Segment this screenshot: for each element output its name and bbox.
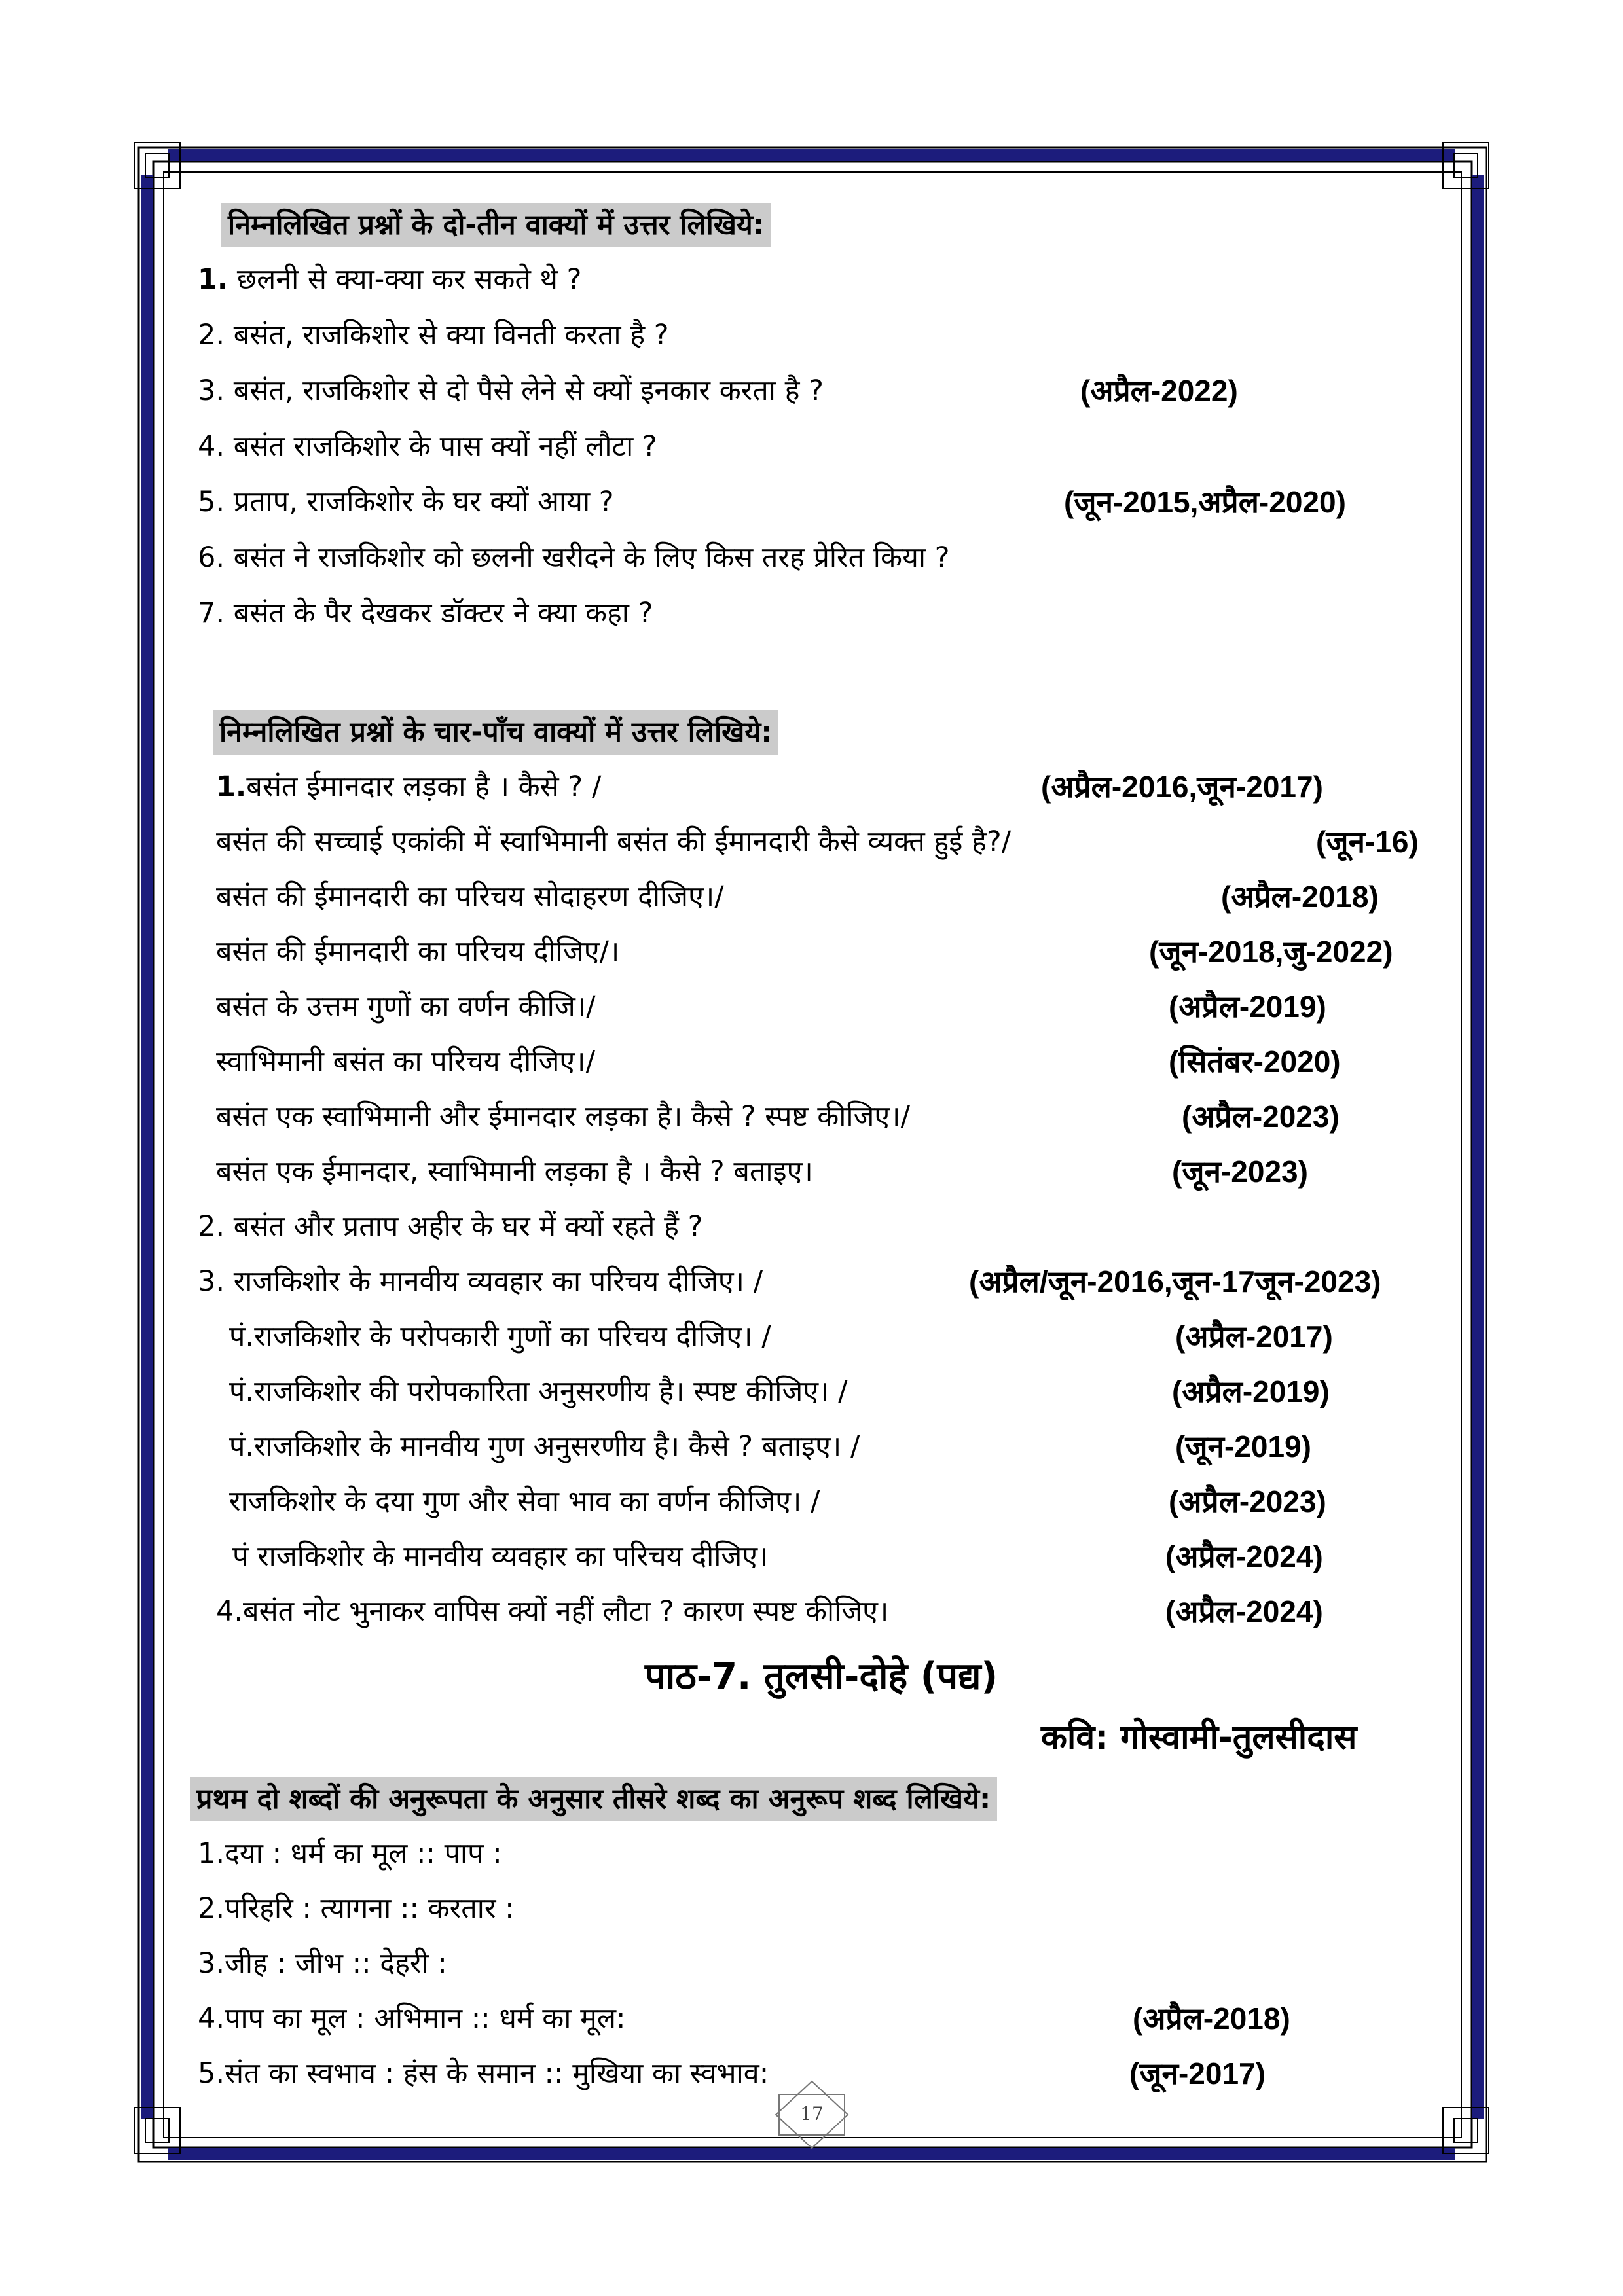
variant-3d-exam-tag: (जून-2019) <box>1175 1429 1311 1463</box>
variant-1h: बसंत एक ईमानदार, स्वाभिमानी लड़का है । कैसे ? बताइए। <box>216 1155 813 1188</box>
variant-1c-exam-tag: (अप्रैल-2018) <box>1221 880 1379 914</box>
question-7: 7. बसंत के पैर देखकर डॉक्टर ने क्या कहा ? <box>198 597 653 630</box>
analogy-3: 3.जीह : जीभ :: देहरी : <box>198 1947 447 1980</box>
long-question-4: 4.बसंत नोट भुनाकर वापिस क्यों नहीं लौटा ? कारण स्पष्ट कीजिए। <box>216 1595 889 1628</box>
variant-1g: बसंत एक स्वाभिमानी और ईमानदार लड़का है। कैसे ? स्पष्ट कीजिए।/ <box>216 1100 910 1133</box>
analogy-5: 5.संत का स्वभाव : हंस के समान :: मुखिया का स्वभाव: <box>198 2057 769 2090</box>
variant-3f: पं राजकिशोर के मानवीय व्यवहार का परिचय दीजिए। <box>232 1540 769 1573</box>
variant-1f: स्वाभिमानी बसंत का परिचय दीजिए।/ <box>216 1045 595 1078</box>
variant-3b: पं.राजकिशोर के परोपकारी गुणों का परिचय दीजिए। / <box>229 1320 771 1353</box>
question-1 <box>198 260 582 299</box>
page-number: 17 <box>800 2103 824 2125</box>
variant-1b-exam-tag: (जून-16) <box>1316 825 1419 859</box>
variant-1b: बसंत की सच्चाई एकांकी में स्वाभिमानी बसंत की ईमानदारी कैसे व्यक्त हुई है?/ <box>216 825 1012 858</box>
variant-1e-exam-tag: (अप्रैल-2019) <box>1169 990 1326 1024</box>
analogy-1: 1.दया : धर्म का मूल :: पाप : <box>198 1837 502 1870</box>
long-question-3-exam-tag: (अप्रैल/जून-2016,जून-17जून-2023) <box>969 1265 1381 1299</box>
variant-3c: पं.राजकिशोर की परोपकारिता अनुसरणीय है। स्पष्ट कीजिए। / <box>229 1375 848 1408</box>
section3-heading: प्रथम दो शब्दों की अनुरूपता के अनुसार तीसरे शब्द का अनुरूप शब्द लिखिये: <box>190 1777 997 1821</box>
long-question-2: 2. बसंत और प्रताप अहीर के घर में क्यों रहते हैं ? <box>198 1210 703 1243</box>
variant-1g-exam-tag: (अप्रैल-2023) <box>1182 1100 1340 1134</box>
question-3-exam-tag: (अप्रैल-2022) <box>1080 374 1238 408</box>
long-question-3: 3. राजकिशोर के मानवीय व्यवहार का परिचय दीजिए। / <box>198 1265 763 1298</box>
long-question-4-exam-tag: (अप्रैल-2024) <box>1165 1594 1323 1628</box>
variant-3d: पं.राजकिशोर के मानवीय गुण अनुसरणीय है। कैसे ? बताइए। / <box>229 1430 860 1463</box>
long-question-1-text: बसंत ईमानदार लड़का है । कैसे ? / <box>246 770 602 803</box>
variant-3b-exam-tag: (अप्रैल-2017) <box>1175 1319 1333 1354</box>
variant-1d: बसंत की ईमानदारी का परिचय दीजिए/। <box>216 935 620 968</box>
analogy-4: 4.पाप का मूल : अभिमान :: धर्म का मूल: <box>198 2002 626 2035</box>
question-6: 6. बसंत ने राजकिशोर को छलनी खरीदने के लिए किस तरह प्रेरित किया ? <box>198 541 950 574</box>
variant-3f-exam-tag: (अप्रैल-2024) <box>1165 1539 1323 1573</box>
long-question-1 <box>216 767 601 806</box>
lesson-poet: कवि: गोस्वामी-तुलसीदास <box>1041 1718 1357 1757</box>
question-1-number: 1. <box>198 263 228 296</box>
section1-heading: निम्नलिखित प्रश्नों के दो-तीन वाक्यों में उत्तर लिखिये: <box>221 203 771 247</box>
section2-heading: निम्नलिखित प्रश्नों के चार-पाँच वाक्यों में उत्तर लिखिये: <box>213 710 778 755</box>
variant-1e: बसंत के उत्तम गुणों का वर्णन कीजि।/ <box>216 990 596 1023</box>
question-4: 4. बसंत राजकिशोर के पास क्यों नहीं लौटा ? <box>198 430 657 463</box>
analogy-4-exam-tag: (अप्रैल-2018) <box>1133 2001 1290 2036</box>
long-question-1-exam-tag: (अप्रैल-2016,जून-2017) <box>1041 770 1323 804</box>
question-3: 3. बसंत, राजकिशोर से दो पैसे लेने से क्यों इनकार करता है ? <box>198 374 824 407</box>
question-2: 2. बसंत, राजकिशोर से क्या विनती करता है ? <box>198 319 669 351</box>
variant-1h-exam-tag: (जून-2023) <box>1172 1155 1308 1189</box>
variant-3e-exam-tag: (अप्रैल-2023) <box>1169 1484 1326 1518</box>
long-question-1-number: 1. <box>216 770 247 803</box>
analogy-2: 2.परिहरि : त्यागना :: करतार : <box>198 1892 515 1925</box>
question-5-exam-tag: (जून-2015,अप्रैल-2020) <box>1064 485 1346 519</box>
variant-1f-exam-tag: (सितंबर-2020) <box>1169 1045 1341 1079</box>
variant-3e: राजकिशोर के दया गुण और सेवा भाव का वर्णन कीजिए। / <box>229 1485 820 1518</box>
variant-1c: बसंत की ईमानदारी का परिचय सोदाहरण दीजिए।/ <box>216 880 724 913</box>
variant-3c-exam-tag: (अप्रैल-2019) <box>1172 1374 1330 1408</box>
question-1-text: छलनी से क्या-क्या कर सकते थे ? <box>228 263 582 296</box>
lesson-title: पाठ-7. तुलसी-दोहे (पद्य) <box>645 1655 998 1698</box>
analogy-5-exam-tag: (जून-2017) <box>1129 2056 1266 2090</box>
question-5: 5. प्रताप, राजकिशोर के घर क्यों आया ? <box>198 486 614 518</box>
variant-1d-exam-tag: (जून-2018,जु-2022) <box>1149 935 1393 969</box>
